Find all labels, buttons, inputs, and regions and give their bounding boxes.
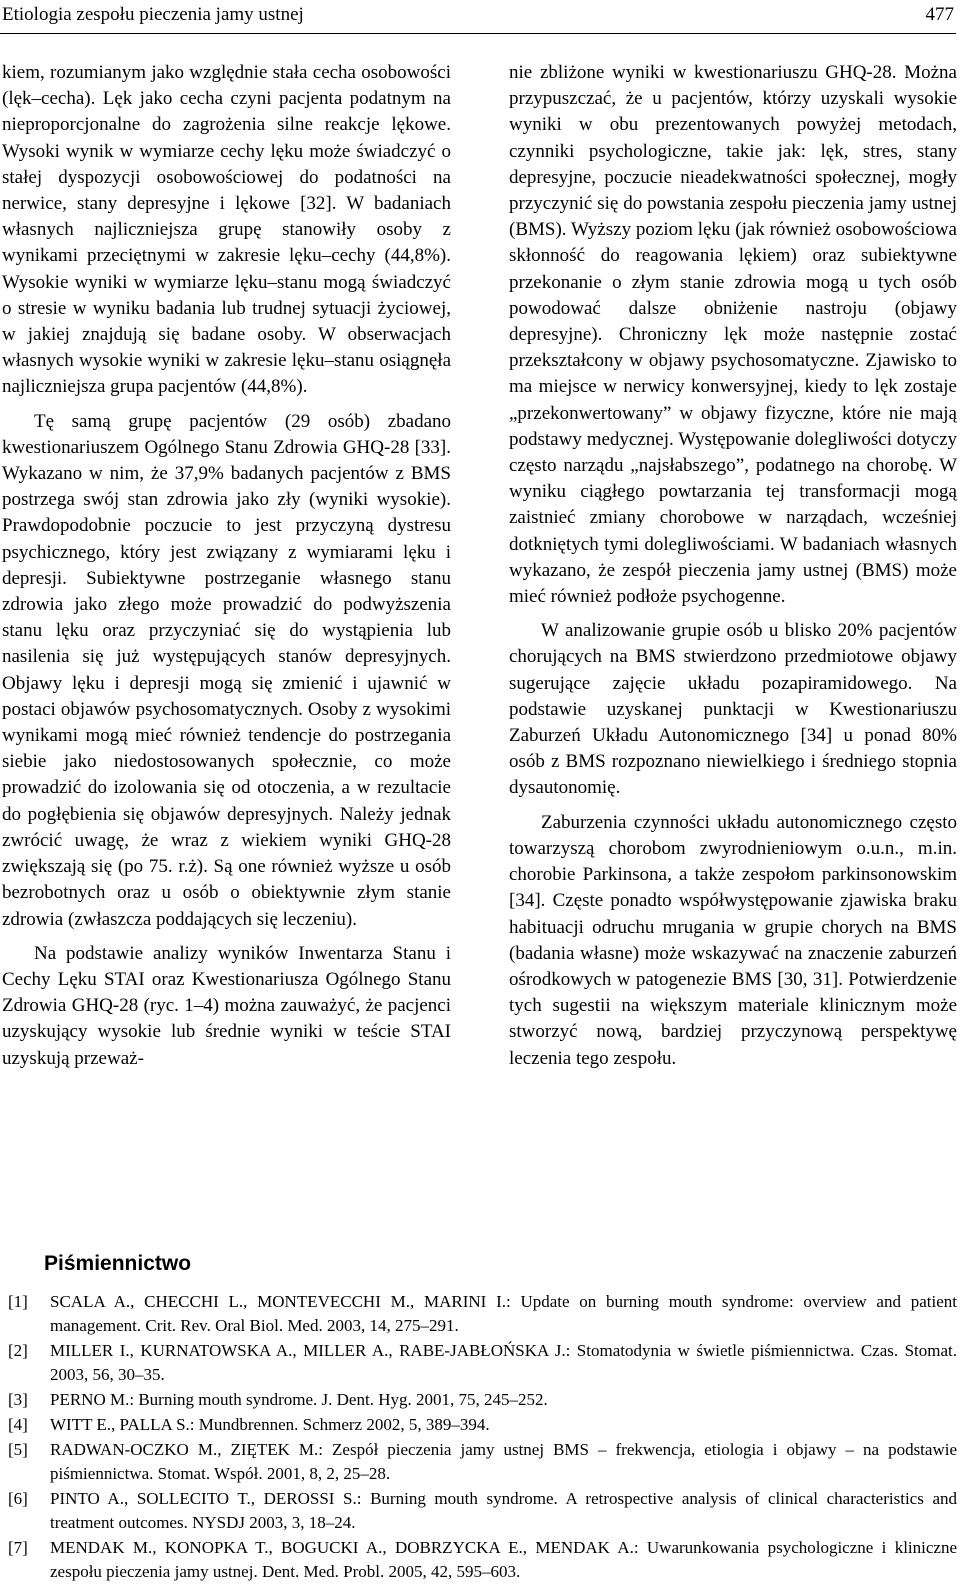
reference-number: [2] <box>8 1341 28 1360</box>
page-number: 477 <box>925 4 954 25</box>
reference-number: [3] <box>8 1390 28 1409</box>
paragraph: Tę samą grupę pacjentów (29 osób) zbadano kwestionariuszem Ogólnego Stanu Zdrowia GHQ-28 [33]. Wykazano w nim, że 37,9% badanych pacjentów z BMS postrzega swój stan zdrowia jako zły (wyniki wysokie). Prawdopodobnie poczucie to jest przyczyną dystresu psychicznego, który jest związany z wymiarami lęku i depresji. Subiektywne postrzeganie własnego stanu zdrowia jako złego może prowadzić do podwyższenia stanu lęku oraz przyczyniać się do wystąpienia lub nasilenia się już występujących stanów depresyjnych. Objawy lęku i depresji mogą się zmienić i ujawnić w postaci objawów psychosomatycznych. Osoby z wysokimi wynikami mogą mieć również tendencje do postrzegania siebie jako niedostosowanych społecznie, co może prowadzić do izolowania się od otoczenia, a w rezultacie do pogłębienia się objawów depresyjnych. Należy jednak zwrócić uwagę, że wraz z wiekiem wyniki GHQ-28 zwiększają się (po 75. r.ż). Są one również wyższe u osób bezrobotnych oraz u osób o obiektywnie złym stanie zdrowia (zwłaszcza poddających się leczeniu). <box>2 410 451 930</box>
reference-list <box>2 1290 957 1584</box>
reference-number: [5] <box>8 1440 28 1459</box>
reference-item <box>2 1536 957 1584</box>
reference-text: MILLER I., KURNATOWSKA A., MILLER A., RABE-JABŁOŃSKA J.: Stomatodynia w świetle piśmiennictwa. Czas. Stomat. 2003, 56, 30–35. <box>50 1341 957 1384</box>
references-heading: Piśmiennictwo <box>44 1252 192 1275</box>
paragraph: nie zbliżone wyniki w kwestionariuszu GHQ-28. Można przypuszczać, że u pacjentów, którzy uzyskali wysokie wyniki w obu prezentowanych powyżej metodach, czynniki psychologiczne, takie jak: lęk, stres, stany depresyjne, poczucie nieadekwatności społecznej, mogły przyczynić się do powstania zespołu pieczenia jamy ustnej (BMS). Wyższy poziom lęku (jak również osobowościowa skłonność do reagowania lękiem) oraz subiektywne przekonanie o złym stanie zdrowia mogą u tych osób powodować dalsze obniżenie nastroju (objawy depresyjne). Chroniczny lęk może następnie zostać przekształcony w objawy psychosomatyczne. Zjawisko to ma miejsce w nerwicy konwersyjnej, kiedy to lęk zostaje „przekonwertowany” w objawy fizyczne, które nie mają podstawy medycznej. Występowanie dolegliwości dotyczy często narządu „najsłabszego”, podatnego na chorobę. W wyniku ciągłego powtarzania tej transformacji mogą zaistnieć zmiany chorobowe w narządach, wcześniej dotkniętych tymi dolegliwościami. W badaniach własnych wykazano, że zespół pieczenia jamy ustnej (BMS) może mieć również podłoże psychogenne. <box>509 62 957 608</box>
paragraph: Na podstawie analizy wyników Inwentarza Stanu i Cechy Lęku STAI oraz Kwestionariusza Ogólnego Stanu Zdrowia GHQ-28 (ryc. 1–4) można zauważyć, że pacjenci uzyskujący wysokie lub średnie wyniki w teście STAI uzyskują przeważ- <box>2 942 451 1069</box>
reference-text: RADWAN-OCZKO M., ZIĘTEK M.: Zespół pieczenia jamy ustnej BMS – frekwencja, etiologia i objawy – na podstawie piśmiennictwa. Stomat. Współ. 2001, 8, 2, 25–28. <box>50 1440 957 1483</box>
right-column <box>509 60 957 1072</box>
reference-item <box>2 1438 957 1486</box>
reference-text: WITT E., PALLA S.: Mundbrennen. Schmerz 2002, 5, 389–394. <box>50 1415 490 1434</box>
reference-number: [6] <box>8 1489 28 1508</box>
reference-item <box>2 1339 957 1387</box>
running-header <box>0 0 960 34</box>
reference-text: PERNO M.: Burning mouth syndrome. J. Dent. Hyg. 2001, 75, 245–252. <box>50 1390 548 1409</box>
reference-item <box>2 1290 957 1338</box>
paragraph: Zaburzenia czynności układu autonomicznego często towarzyszą chorobom zwyrodnieniowym o.u.n., m.in. chorobie Parkinsona, a także zespołom parkinsonowskim [34]. Częste ponadto współwystępowanie zjawiska braku habituacji odruchu mrugania w grupie chorych na BMS (badania własne) może wskazywać na znaczenie zaburzeń ośrodkowych w patogenezie BMS [30, 31]. Potwierdzenie tych sugestii na większym materiale klinicznym może stworzyć nową, bardziej przyczynową perspektywę leczenia tego zespołu. <box>509 811 957 1069</box>
reference-item <box>2 1413 957 1437</box>
reference-text: PINTO A., SOLLECITO T., DEROSSI S.: Burning mouth syndrome. A retrospective analysis of clinical characteristics and treatment outcomes. NYSDJ 2003, 3, 18–24. <box>50 1489 957 1532</box>
header-rule <box>0 33 956 34</box>
reference-item <box>2 1487 957 1535</box>
reference-text: SCALA A., CHECCHI L., MONTEVECCHI M., MARINI I.: Update on burning mouth syndrome: overview and patient management. Crit. Rev. Oral Biol. Med. 2003, 14, 275–291. <box>50 1292 957 1335</box>
running-title: Etiologia zespołu pieczenia jamy ustnej <box>2 4 304 25</box>
paragraph: W analizowanie grupie osób u blisko 20% pacjentów chorujących na BMS stwierdzono przedmiotowe objawy sugerujące zajęcie układu pozapiramidowego. Na podstawie uzyskanej punktacji w Kwestionariuszu Zaburzeń Układu Autonomicznego [34] u ponad 80% osób z BMS rozpoznano niewielkiego i średniego stopnia dysautonomię. <box>509 620 957 799</box>
reference-text: MENDAK M., KONOPKA T., BOGUCKI A., DOBRZYCKA E., MENDAK A.: Uwarunkowania psychologiczne i kliniczne zespołu pieczenia jamy ustnej. Dent. Med. Probl. 2005, 42, 595–603. <box>50 1538 957 1581</box>
reference-item <box>2 1388 957 1412</box>
reference-number: [1] <box>8 1292 28 1311</box>
paragraph: kiem, rozumianym jako względnie stała cecha osobowości (lęk–cecha). Lęk jako cecha czyni pacjenta podatnym na nieproporcjonalne do zagrożenia silne reakcje lękowe. Wysoki wynik w wymiarze cechy lęku może świadczyć o stałej dyspozycji osobowościowej do podatności na nerwice, stany depresyjne i lękowe [32]. W badaniach własnych najliczniejsza grupę stanowiły osoby z wynikami przeciętnymi w zakresie lęku–cechy (44,8%). Wysokie wyniki w wymiarze lęku–stanu mogą świadczyć o stresie w wyniku badania lub trudnej sytuacji życiowej, w jakiej znajdują się badane osoby. W obserwacjach własnych wysokie wyniki w zakresie lęku–stanu osiągnęła najliczniejsza grupa pacjentów (44,8%). <box>2 62 451 398</box>
reference-number: [7] <box>8 1538 28 1557</box>
reference-number: [4] <box>8 1415 28 1434</box>
left-column <box>2 60 451 1072</box>
